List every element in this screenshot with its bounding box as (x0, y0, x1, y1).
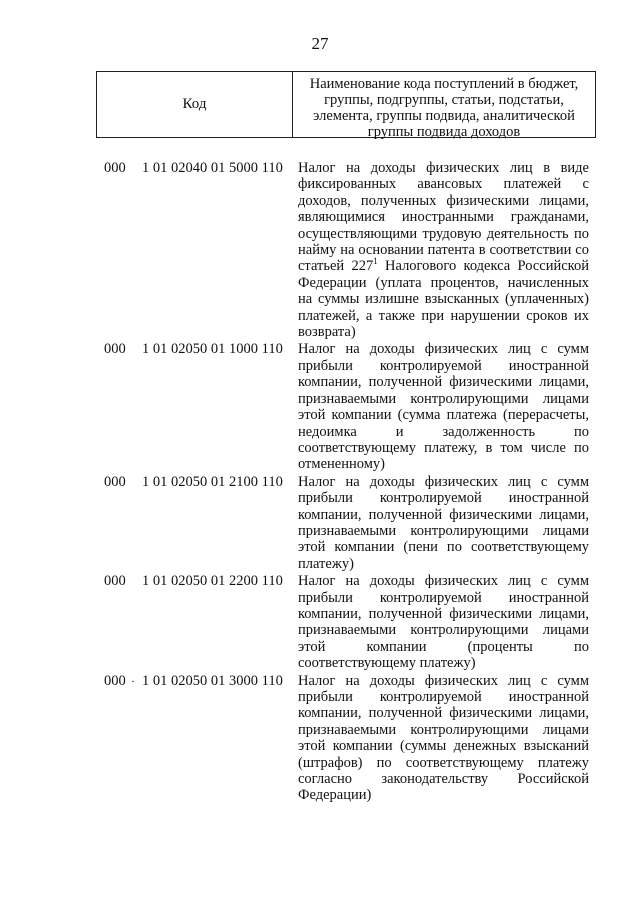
header-table (96, 71, 596, 138)
admin-code: 000 (104, 341, 126, 358)
header-name-column: Наименование кода поступлений в бюджет, группы, подгруппы, статьи, подстатьи, элемента, группы подвида, аналитической группы подвида доходов (309, 76, 579, 140)
code-row (0, 160, 640, 340)
revenue-code: 1 01 02050 01 1000 110 (142, 341, 283, 358)
code-description: Налог на доходы физических лиц с сумм прибыли контролируемой иностранной компании, полученной физическими лицами, признаваемыми контролирующими лицами этой компании (сумма платежа (перерасчеты, недоимка и задолженность по соответствующему платежу, в том числе по отмененному) (298, 341, 589, 473)
code-description: Налог на доходы физических лиц с сумм прибыли контролируемой иностранной компании, полученной физическими лицами, признаваемыми контролирующими лицами этой компании (пени по соответствующему платежу) (298, 473, 589, 572)
admin-code: 000 (104, 160, 126, 176)
code-description: Налог на доходы физических лиц с сумм прибыли контролируемой иностранной компании, полученной физическими лицами, признаваемыми контролирующими лицами этой компании (проценты по соответствующему платежу) (298, 573, 589, 672)
revenue-code: 1 01 02050 01 2200 110 (142, 573, 283, 590)
page-number: 27 (311, 34, 329, 53)
code-list (0, 160, 640, 804)
admin-code: 000 (104, 473, 126, 490)
stray-mark: · (131, 673, 135, 688)
revenue-code: 1 01 02040 01 5000 110 (142, 160, 283, 176)
revenue-code: 1 01 02050 01 3000 110 (142, 672, 283, 689)
code-row (0, 673, 640, 804)
admin-code: 000 (104, 672, 126, 689)
revenue-code: 1 01 02050 01 2100 110 (142, 473, 283, 490)
code-row (0, 474, 640, 572)
header-code-column: Код (97, 72, 293, 137)
code-row (0, 573, 640, 671)
admin-code: 000 (104, 573, 126, 590)
footnote-superscript: 1 (373, 256, 378, 267)
code-description: Налог на доходы физических лиц в виде фиксированных авансовых платежей с доходов, полученных физическими лицами, являющимися иностранными гражданами, осуществляющими трудовую деятельность по найму на основании патента в соответствии со статьей $227^1$ Налогового кодекса Российской Федерации (уплата процентов, начисленных на суммы излишне взысканных (уплаченных) платежей, а также при нарушении сроков их возврата) (298, 160, 589, 341)
code-row (0, 341, 640, 472)
code-description: Налог на доходы физических лиц с сумм прибыли контролируемой иностранной компании, полученной физическими лицами, признаваемыми контролирующими лицами этой компании (суммы денежных взысканий (штрафов) по соответствующему платежу согласно законодательству Российской Федерации) (298, 672, 589, 804)
